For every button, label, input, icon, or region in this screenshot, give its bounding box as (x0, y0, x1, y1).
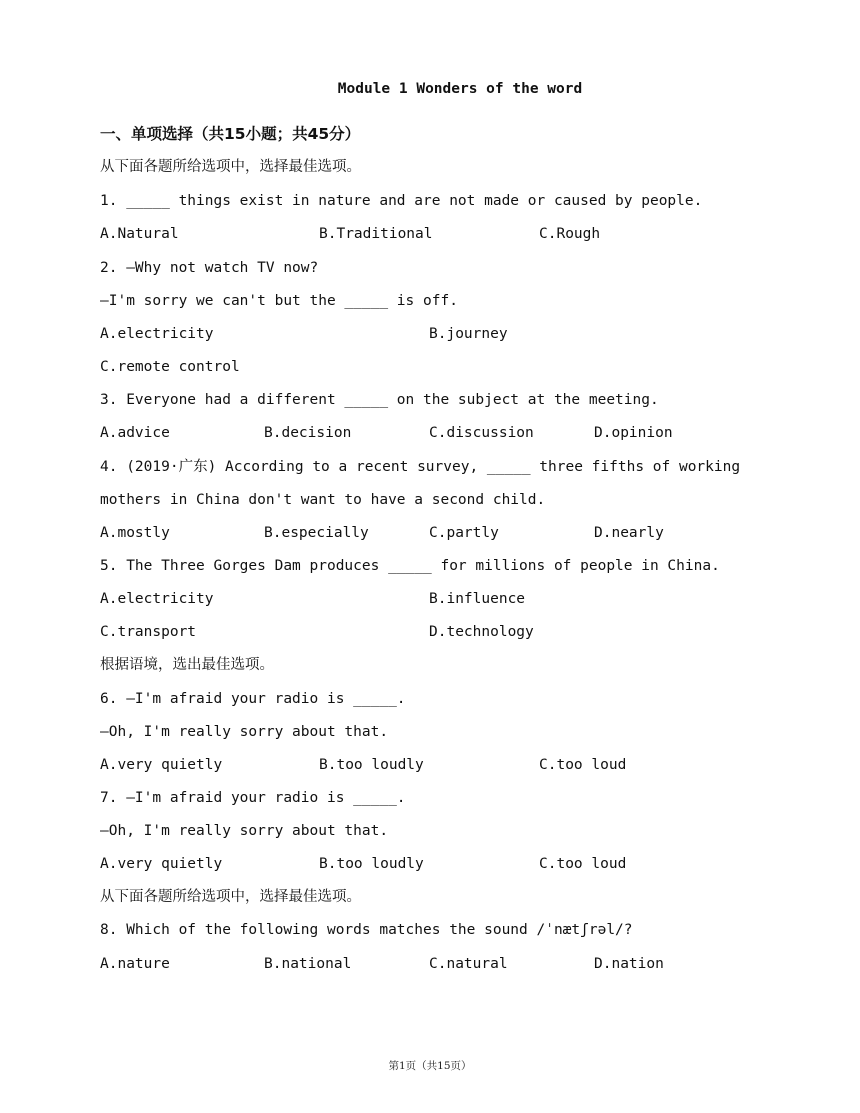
question-8-stem: 8. Which of the following words matches the sound /ˈnætʃrəl/? (100, 922, 633, 938)
page-footer: 第1页（共15页） (388, 1060, 472, 1072)
question-6-stem: 6. —I'm afraid your radio is _____. (100, 691, 406, 707)
question-6-option-b: B.too loudly (319, 757, 424, 773)
question-7-stem-line-2: —Oh, I'm really sorry about that. (100, 823, 389, 839)
question-3-option-a: A.advice (100, 425, 170, 441)
section-heading: 一、单项选择（共15小题；共45分） (100, 125, 361, 143)
question-2-stem-line-2: —I'm sorry we can't but the _____ is off. (100, 293, 458, 309)
instruction-2: 根据语境，选出最佳选项。 (100, 657, 274, 673)
question-2-option-b: B.journey (429, 326, 508, 342)
question-7-option-a: A.very quietly (100, 856, 223, 872)
question-2-option-a: A.electricity (100, 326, 214, 342)
question-3-option-d: D.opinion (594, 425, 673, 441)
question-8-option-b: B.national (264, 956, 352, 972)
question-1-option-a: A.Natural (100, 226, 179, 242)
question-4-option-b: B.especially (264, 525, 369, 541)
question-1-option-b: B.Traditional (319, 226, 433, 242)
question-6-option-c: C.too loud (539, 757, 627, 773)
question-3-option-c: C.discussion (429, 425, 534, 441)
document-title: Module 1 Wonders of the word (337, 81, 583, 97)
question-2-stem: 2. —Why not watch TV now? (100, 260, 319, 276)
question-7-option-b: B.too loudly (319, 856, 424, 872)
question-8-option-c: C.natural (429, 956, 508, 972)
question-1-stem: 1. _____ things exist in nature and are not made or caused by people. (100, 193, 703, 209)
question-4-option-d: D.nearly (594, 525, 664, 541)
question-4-option-a: A.mostly (100, 525, 170, 541)
question-5-option-b: B.influence (429, 591, 526, 607)
question-3-option-b: B.decision (264, 425, 352, 441)
question-6-stem-line-2: —Oh, I'm really sorry about that. (100, 724, 389, 740)
instruction-3: 从下面各题所给选项中，选择最佳选项。 (100, 889, 361, 905)
question-4-stem: 4. (2019·广东) According to a recent survey, _____ three fifths of working (100, 459, 741, 475)
question-3-stem: 3. Everyone had a different _____ on the subject at the meeting. (100, 392, 659, 408)
instruction-1: 从下面各题所给选项中，选择最佳选项。 (100, 159, 361, 175)
question-4-stem-line-2: mothers in China don't want to have a second child. (100, 492, 546, 508)
question-8-option-a: A.nature (100, 956, 170, 972)
question-2-option-c: C.remote control (100, 359, 240, 375)
question-4-option-c: C.partly (429, 525, 499, 541)
question-7-stem: 7. —I'm afraid your radio is _____. (100, 790, 406, 806)
question-5-option-a: A.electricity (100, 591, 214, 607)
question-5-option-d: D.technology (429, 624, 534, 640)
question-6-option-a: A.very quietly (100, 757, 223, 773)
question-1-option-c: C.Rough (539, 226, 601, 242)
question-5-option-c: C.transport (100, 624, 197, 640)
question-5-stem: 5. The Three Gorges Dam produces _____ for millions of people in China. (100, 558, 720, 574)
question-7-option-c: C.too loud (539, 856, 627, 872)
question-8-option-d: D.nation (594, 956, 664, 972)
